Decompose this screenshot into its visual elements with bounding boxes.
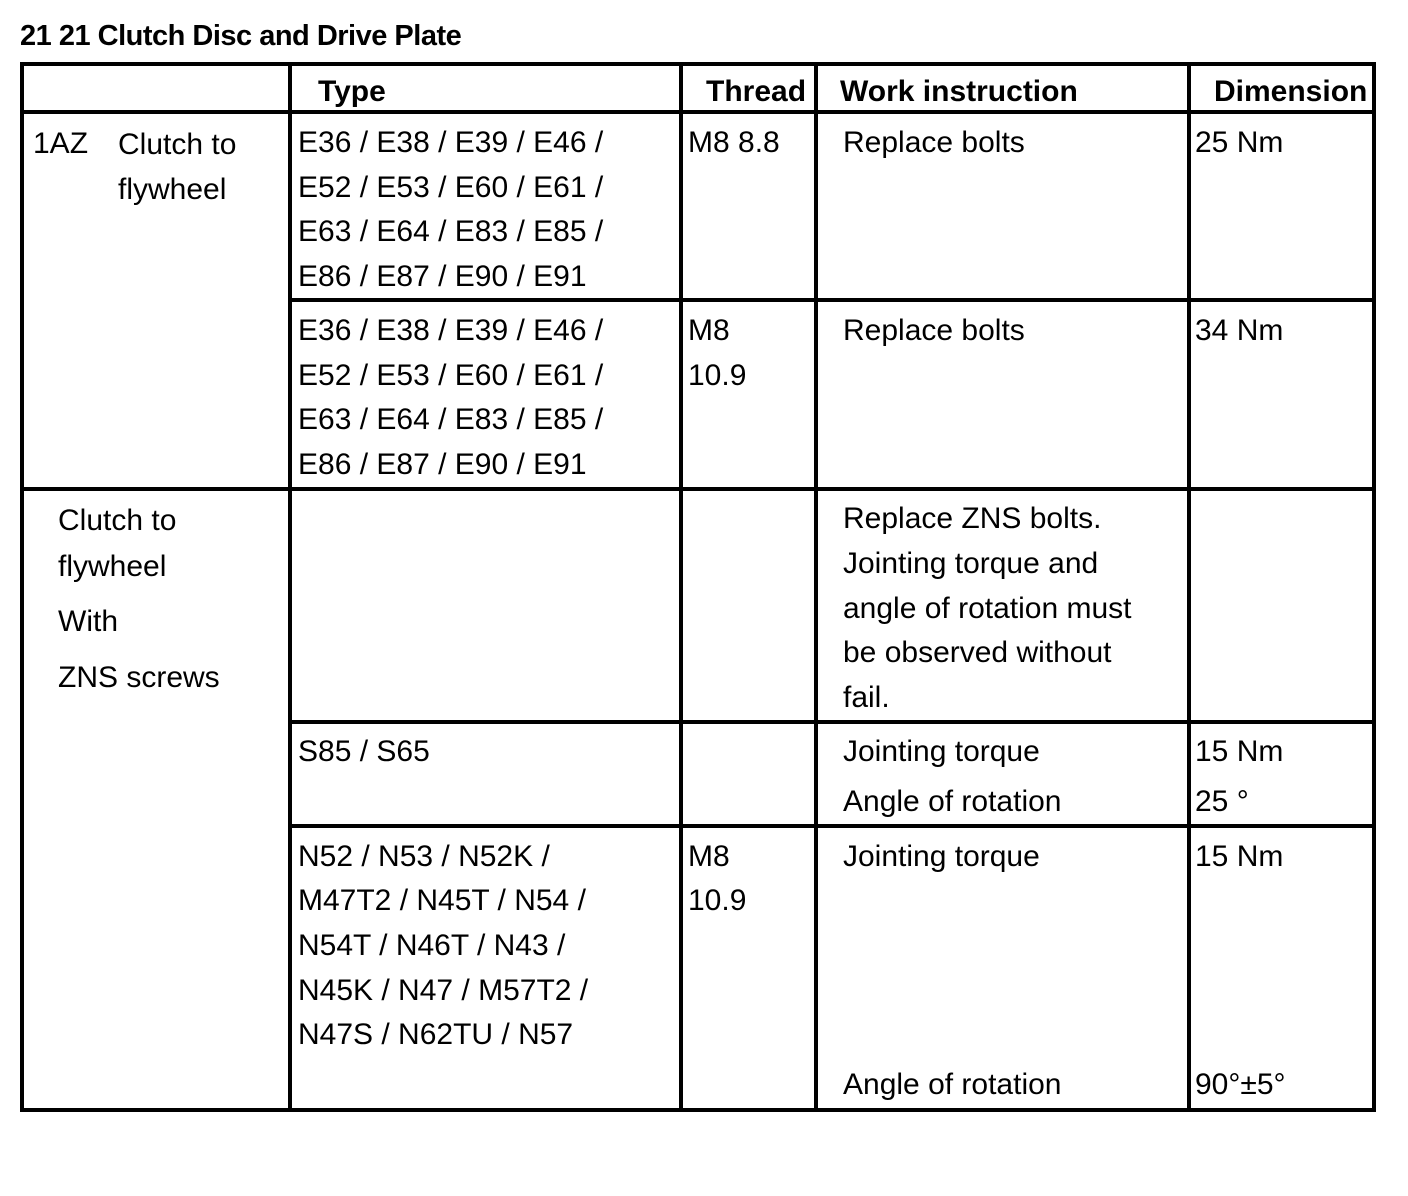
thread-cell-line: 10.9: [688, 884, 747, 917]
dimension-cell: 34 Nm: [1195, 314, 1284, 347]
type-cell-line: N45K / N47 / M57T2 /: [298, 974, 589, 1007]
group2-label-line: With: [58, 605, 118, 638]
group1-label-line: flywheel: [118, 173, 227, 206]
type-cell: S85 / S65: [298, 735, 430, 768]
instruction-cell-line: Jointing torque: [843, 840, 1040, 873]
type-cell-line: E52 / E53 / E60 / E61 /: [298, 171, 604, 204]
thread-cell: M8 8.8: [688, 126, 780, 159]
instruction-cell-line: angle of rotation must: [843, 592, 1132, 625]
type-cell-line: E86 / E87 / E90 / E91: [298, 448, 587, 481]
group2-label-line: flywheel: [58, 550, 167, 583]
group1-code: 1AZ: [33, 127, 89, 160]
row-divider: [290, 824, 1376, 828]
instruction-cell-line: Angle of rotation: [843, 1068, 1062, 1101]
group-divider: [20, 487, 1376, 491]
type-cell-line: N52 / N53 / N52K /: [298, 840, 550, 873]
instruction-cell-line: fail.: [843, 681, 890, 714]
column-divider: [288, 62, 292, 1112]
column-divider: [1187, 62, 1191, 1112]
table-frame: [20, 62, 1376, 1112]
header-type: Type: [318, 75, 386, 108]
instruction-cell-line: be observed without: [843, 636, 1112, 669]
header-divider: [20, 110, 1376, 114]
instruction-cell-line: Jointing torque and: [843, 547, 1099, 580]
type-cell-line: N54T / N46T / N43 /: [298, 929, 566, 962]
page-title: 21 21 Clutch Disc and Drive Plate: [20, 20, 462, 52]
dimension-cell-line: 15 Nm: [1195, 735, 1284, 768]
header-dimension: Dimension: [1214, 75, 1368, 108]
dimension-cell-line: 25 °: [1195, 785, 1249, 818]
group2-label-line: ZNS screws: [58, 661, 220, 694]
group2-label-line: Clutch to: [58, 504, 177, 537]
instruction-cell-line: Replace ZNS bolts.: [843, 502, 1102, 535]
type-cell-line: E52 / E53 / E60 / E61 /: [298, 359, 604, 392]
type-cell-line: E63 / E64 / E83 / E85 /: [298, 403, 604, 436]
dimension-cell-line: 90°±5°: [1195, 1068, 1286, 1101]
type-cell-line: E36 / E38 / E39 / E46 /: [298, 126, 604, 159]
group1-label-line: Clutch to: [118, 128, 237, 161]
dimension-cell-line: 15 Nm: [1195, 840, 1284, 873]
thread-cell-line: M8: [688, 314, 730, 347]
thread-cell-line: 10.9: [688, 359, 747, 392]
header-thread: Thread: [706, 75, 807, 108]
dimension-cell: 25 Nm: [1195, 126, 1284, 159]
type-cell-line: N47S / N62TU / N57: [298, 1018, 574, 1051]
type-cell-line: E63 / E64 / E83 / E85 /: [298, 215, 604, 248]
instruction-cell-line: Angle of rotation: [843, 785, 1062, 818]
type-cell-line: M47T2 / N45T / N54 /: [298, 884, 586, 917]
instruction-cell: Replace bolts: [843, 314, 1025, 347]
thread-cell-line: M8: [688, 840, 730, 873]
instruction-cell-line: Jointing torque: [843, 735, 1040, 768]
column-divider: [679, 62, 683, 1112]
row-divider: [290, 720, 1376, 724]
header-work-instruction: Work instruction: [840, 75, 1078, 108]
type-cell-line: E86 / E87 / E90 / E91: [298, 260, 587, 293]
column-divider: [814, 62, 818, 1112]
instruction-cell: Replace bolts: [843, 126, 1025, 159]
type-cell-line: E36 / E38 / E39 / E46 /: [298, 314, 604, 347]
